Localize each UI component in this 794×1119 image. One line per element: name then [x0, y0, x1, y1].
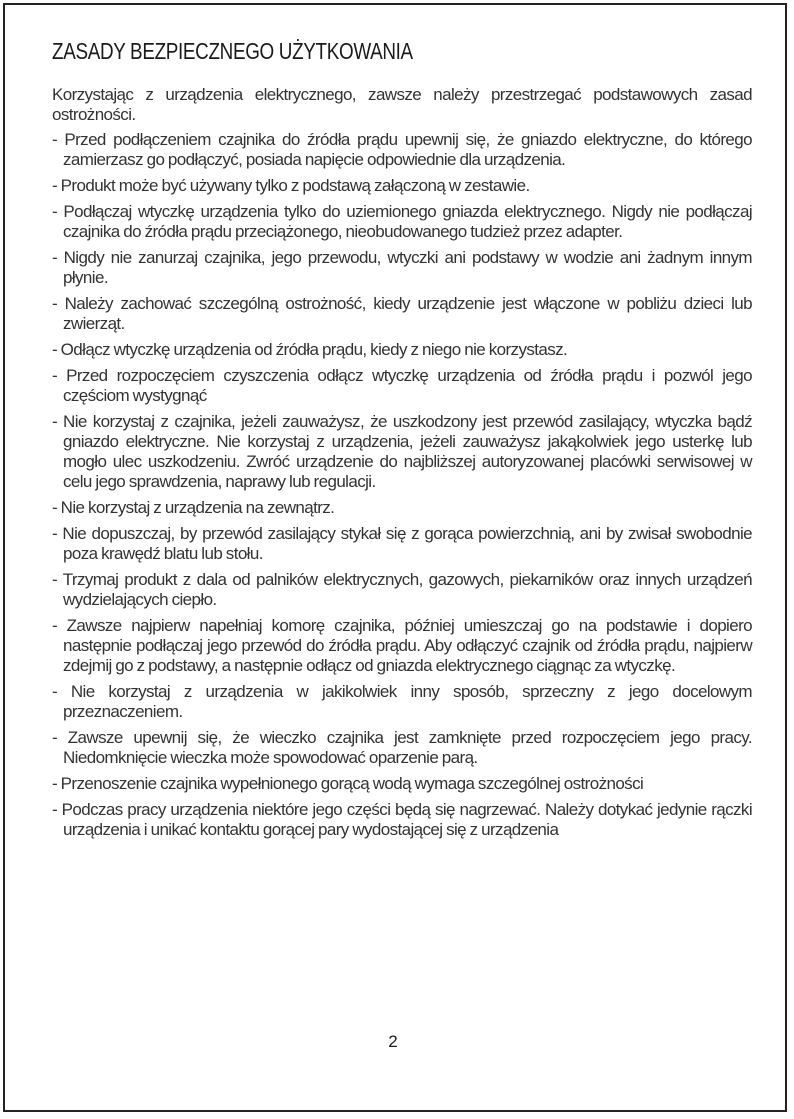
intro-paragraph: Korzystając z urządzenia elektrycznego, zawsze należy przestrzegać podstawowych zasad ostrożności.: [52, 85, 752, 124]
rule-item: - Nie korzystaj z urządzenia na zewnątrz.: [52, 498, 335, 517]
rule-item: - Zawsze upewnij się, że wieczko czajnika jest zamknięte przed rozpoczęciem jego pracy. Niedomknięcie wieczka może spowodować oparzenie parą.: [52, 728, 752, 767]
rule-item: - Podczas pracy urządzenia niektóre jego części będą się nagrzewać. Należy dotykać jedynie rączki urządzenia i unikać kontaktu gorącej pary wydostającej się z urządzenia: [52, 800, 752, 839]
page-number: 2: [388, 1032, 398, 1051]
rule-item: - Nie dopuszczaj, by przewód zasilający stykał się z gorąca powierzchnią, ani by zwisał swobodnie poza krawędź blatu lub stołu.: [52, 524, 752, 563]
safety-rules-list: [52, 130, 752, 840]
rule-item: - Przenoszenie czajnika wypełnionego gorącą wodą wymaga szczególnej ostrożności: [52, 774, 644, 793]
rule-item: - Produkt może być używany tylko z podstawą załączoną w zestawie.: [52, 176, 530, 195]
rule-item: - Przed podłączeniem czajnika do źródła prądu upewnij się, że gniazdo elektryczne, do którego zamierzasz go podłączyć, posiada napięcie odpowiednie dla urządzenia.: [52, 130, 752, 169]
rule-item: - Przed rozpoczęciem czyszczenia odłącz wtyczkę urządzenia od źródła prądu i pozwól jego częściom wystygnąć: [52, 366, 752, 405]
document-body: [52, 38, 752, 846]
rule-item: - Należy zachować szczególną ostrożność, kiedy urządzenie jest włączone w pobliżu dzieci lub zwierząt.: [52, 294, 752, 333]
rule-item: - Nigdy nie zanurzaj czajnika, jego przewodu, wtyczki ani podstawy w wodzie ani żadnym innym płynie.: [52, 248, 752, 287]
page-title: ZASADY BEZPIECZNEGO UŻYTKOWANIA: [52, 38, 413, 64]
rule-item: - Podłączaj wtyczkę urządzenia tylko do uziemionego gniazda elektrycznego. Nigdy nie podłączaj czajnika do źródła prądu przeciążonego, nieobudowanego tudzież przez adapter.: [52, 202, 752, 241]
rule-item: - Nie korzystaj z urządzenia w jakikolwiek inny sposób, sprzeczny z jego docelowym przeznaczeniem.: [52, 682, 752, 721]
rule-item: - Trzymaj produkt z dala od palników elektrycznych, gazowych, piekarników oraz innych urządzeń wydzielających ciepło.: [52, 570, 752, 609]
rule-item: - Nie korzystaj z czajnika, jeżeli zauważysz, że uszkodzony jest przewód zasilający, wtyczka bądź gniazdo elektryczne. Nie korzystaj z urządzenia, jeżeli zauważysz jakąkolwiek jego usterkę lub mogło ulec uszkodzeniu. Zwróć urządzenie do najbliższej autoryzowanej placówki serwisowej w celu jego sprawdzenia, naprawy lub regulacji.: [52, 412, 752, 491]
rule-item: - Zawsze najpierw napełniaj komorę czajnika, później umieszczaj go na podstawie i dopiero następnie podłączaj jego przewód do źródła prądu. Aby odłączyć czajnik od źródła prądu, najpierw zdejmij go z podstawy, a następnie odłącz od gniazda elektrycznego ciągnąc za wtyczkę.: [52, 616, 752, 675]
rule-item: - Odłącz wtyczkę urządzenia od źródła prądu, kiedy z niego nie korzystasz.: [52, 340, 568, 359]
